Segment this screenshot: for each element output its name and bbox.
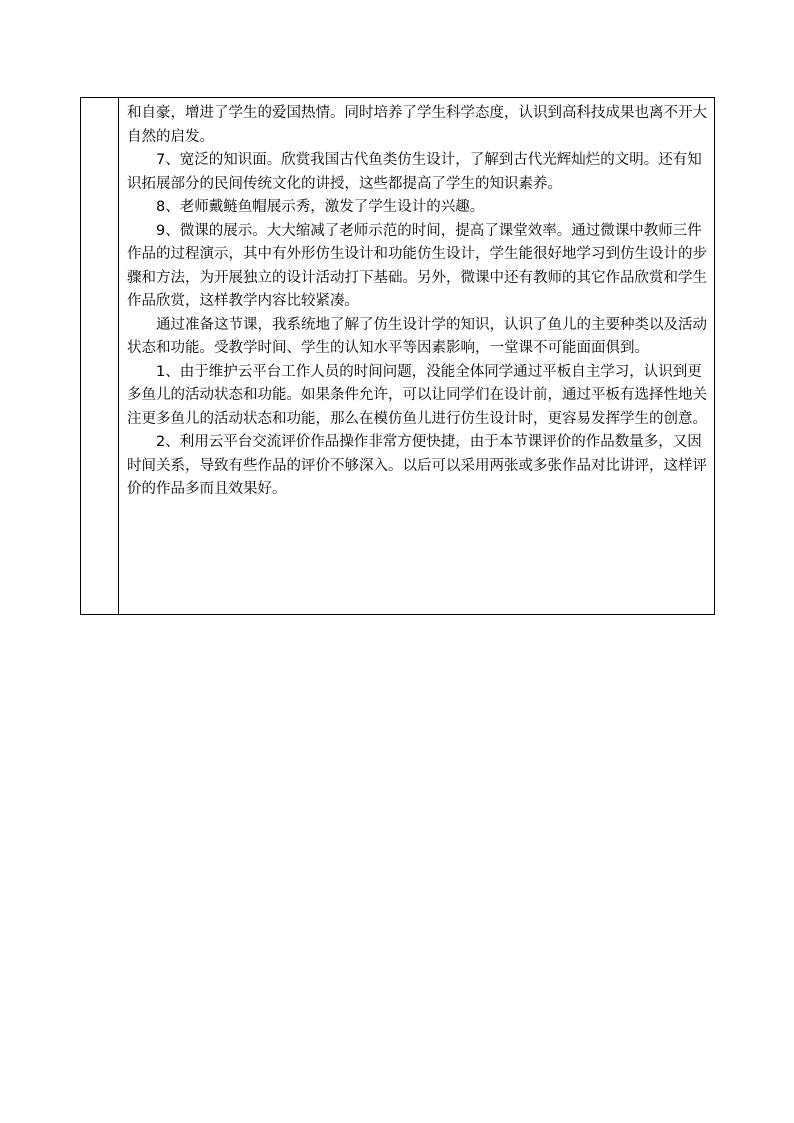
paragraph-item-7: 7、宽泛的知识面。欣赏我国古代鱼类仿生设计，了解到古代光辉灿烂的文明。还有知识拓展部分的民间传统文化的讲授，这些都提高了学生的知识素养。 xyxy=(127,152,702,192)
table-content-cell xyxy=(127,102,710,502)
paragraph-shortcoming-1: 1、由于维护云平台工作人员的时间问题，没能全体同学通过平板自主学习，认识到更多鱼儿的活动状态和功能。如果条件允许，可以让同学们在设计前，通过平板有选择性地关注更多鱼儿的活动状态和功能，那么在模仿鱼儿进行仿生设计时，更容易发挥学生的创意。 xyxy=(127,363,707,427)
paragraph-continuation: 和自豪，增进了学生的爱国热情。同时培养了学生科学态度，认识到高科技成果也离不开大自然的启发。 xyxy=(127,105,707,145)
table-left-cell xyxy=(81,98,119,614)
paragraph-item-9: 9、微课的展示。大大缩减了老师示范的时间，提高了课堂效率。通过微课中教师三件作品的过程演示，其中有外形仿生设计和功能仿生设计，学生能很好地学习到仿生设计的步骤和方法，为开展独立的设计活动打下基础。另外，微课中还有教师的其它作品欣赏和学生作品欣赏，这样教学内容比较紧凑。 xyxy=(127,222,707,309)
document-table xyxy=(80,97,715,615)
paragraph-item-8: 8、老师戴鲢鱼帽展示秀，激发了学生设计的兴趣。 xyxy=(156,199,485,215)
paragraph-shortcoming-2: 2、利用云平台交流评价作品操作非常方便快捷，由于本节课评价的作品数量多，又因时间关系，导致有些作品的评价不够深入。以后可以采用两张或多张作品对比讲评，这样评价的作品多而且效果好。 xyxy=(127,434,707,497)
paragraph-reflection: 通过准备这节课，我系统地了解了仿生设计学的知识，认识了鱼儿的主要种类以及活动状态和功能。受教学时间、学生的认知水平等因素影响，一堂课不可能面面俱到。 xyxy=(127,316,707,356)
